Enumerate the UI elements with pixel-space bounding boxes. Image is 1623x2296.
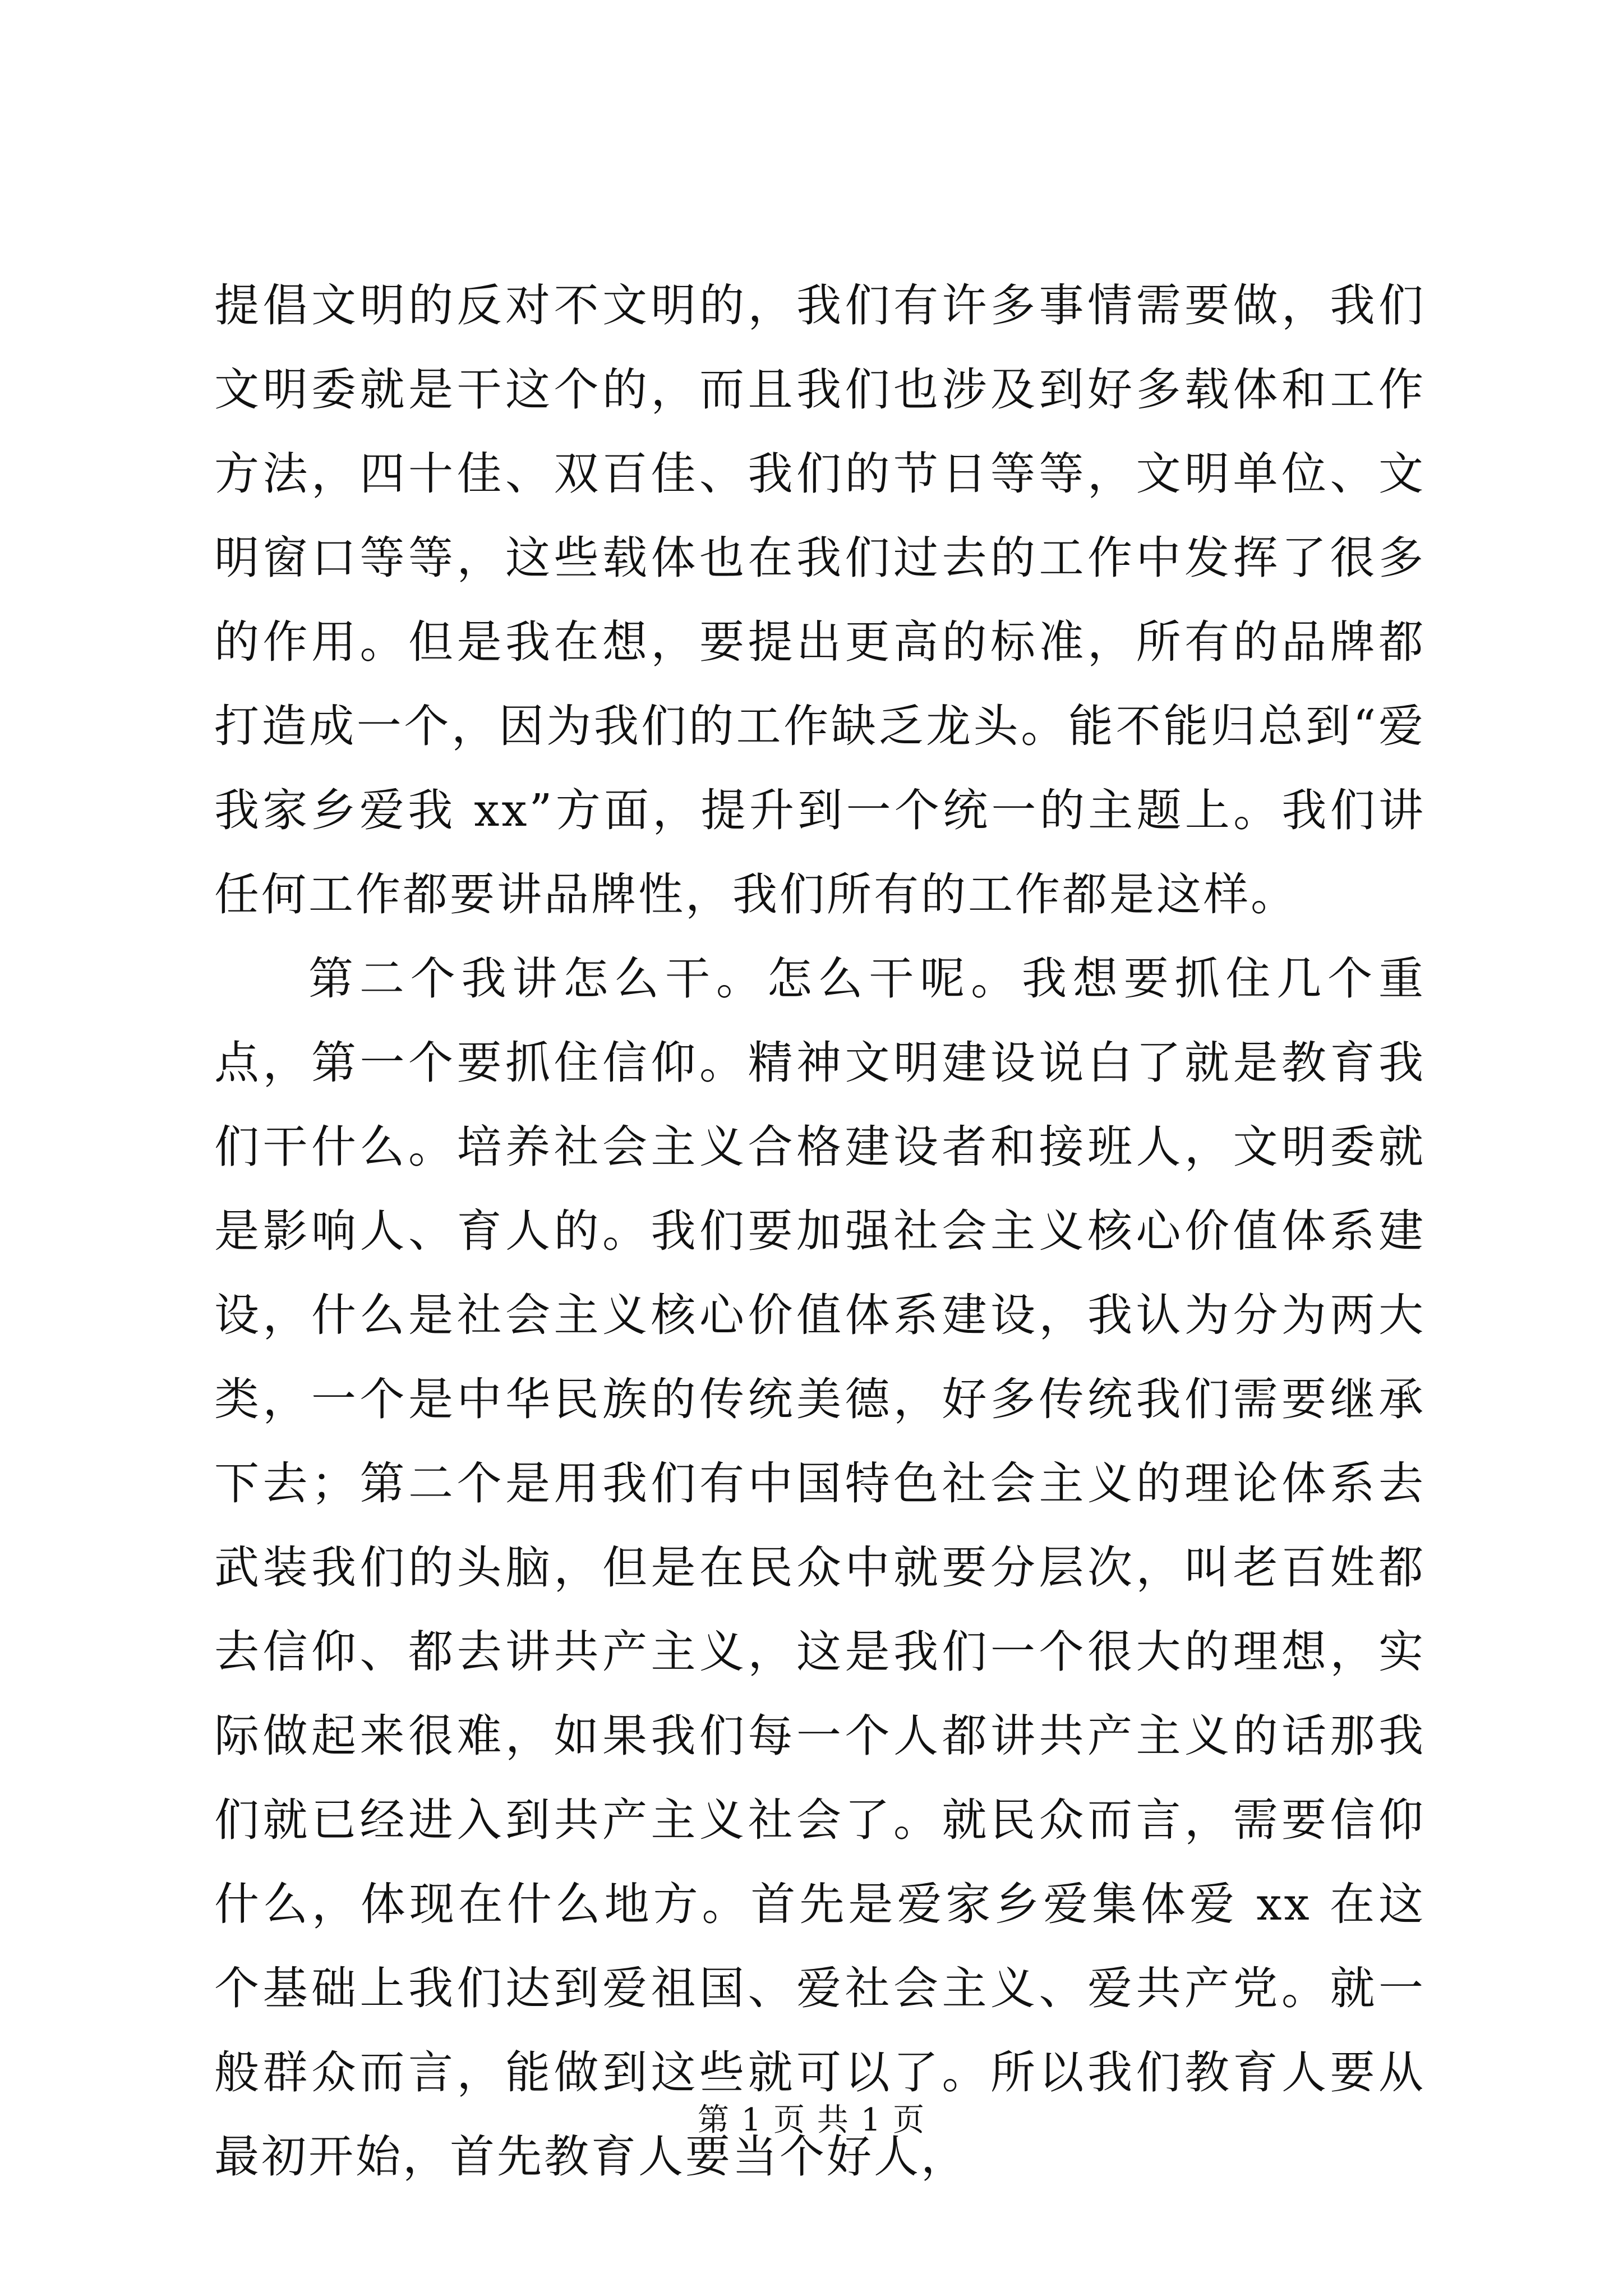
- page-footer: [0, 2098, 1623, 2143]
- page-number: 第 1 页 共 1 页: [697, 2102, 926, 2138]
- paragraph-2: 第二个我讲怎么干。怎么干呢。我想要抓住几个重点，第一个要抓住信仰。精神文明建设说白了就是教育我们干什么。培养社会主义合格建设者和接班人，文明委就是影响人、育人的。我们要加强社会主义核心价值体系建设，什么是社会主义核心价值体系建设，我认为分为两大类，一个是中华民族的传统美德，好多传统我们需要继承下去；第二个是用我们有中国特色社会主义的理论体系去武装我们的头脑，但是在民众中就要分层次，叫老百姓都去信仰、都去讲共产主义，这是我们一个很大的理想，实际做起来很难，如果我们每一个人都讲共产主义的话那我们就已经进入到共产主义社会了。就民众而言，需要信仰什么，体现在什么地方。首先是爱家乡爱集体爱 xx 在这个基础上我们达到爱祖国、爱社会主义、爱共产党。就一般群众而言，能做到这些就可以了。所以我们教育人要从最初开始，首先教育人要当个好人，: [214, 953, 1426, 2183]
- document-body: [214, 264, 1426, 2199]
- paragraph-1: 提倡文明的反对不文明的，我们有许多事情需要做，我们文明委就是干这个的，而且我们也涉及到好多载体和工作方法，四十佳、双百佳、我们的节日等等，文明单位、文明窗口等等，这些载体也在我们过去的工作中发挥了很多的作用。但是我在想，要提出更高的标准，所有的品牌都打造成一个，因为我们的工作缺乏龙头。能不能归总到“爱我家乡爱我 xx”方面，提升到一个统一的主题上。我们讲任何工作都要讲品牌性，我们所有的工作都是这样。: [214, 279, 1426, 921]
